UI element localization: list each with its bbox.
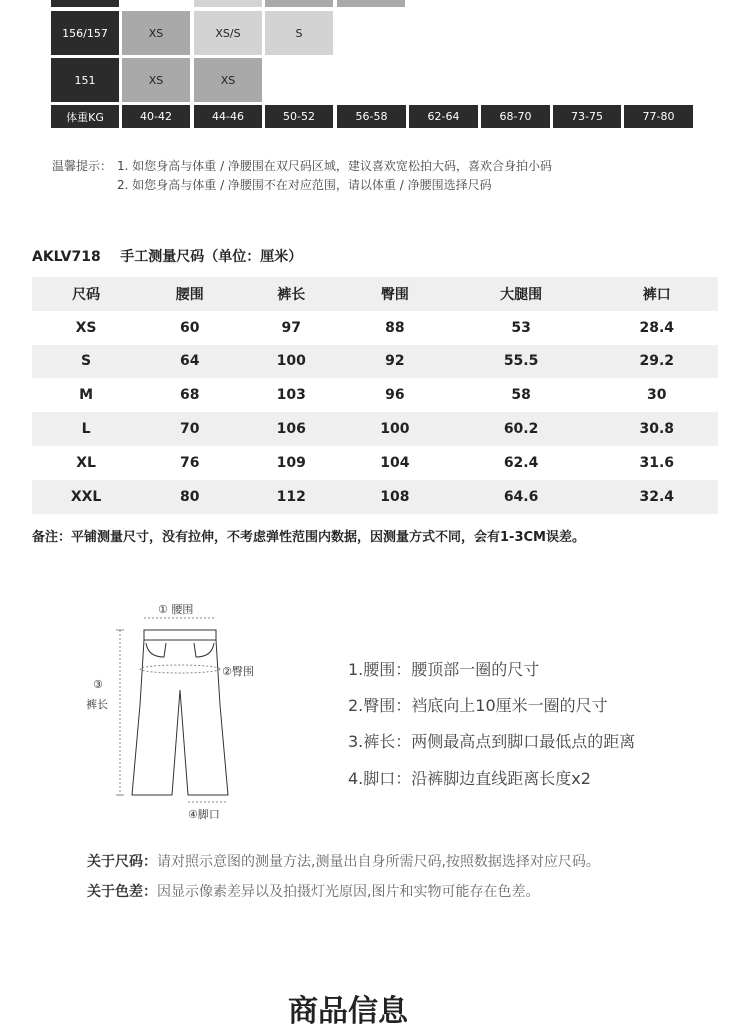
tips-prefix: 温馨提示： (52, 159, 113, 173)
header-length: 裤长 (277, 286, 306, 303)
weight-label: 体重KG (51, 105, 119, 128)
table-cell: 104 (380, 454, 410, 471)
grid-cell-top-partial (265, 0, 333, 7)
table-cell: 108 (380, 488, 410, 505)
table-cell: 64.6 (503, 488, 539, 505)
table-cell: 28.4 (639, 319, 675, 336)
size-cell: XS (122, 11, 190, 55)
measure-title: AKLV718 手工测量尺码（单位：厘米） (32, 249, 303, 265)
legend-label: 4.脚口： (348, 769, 412, 788)
table-cell: 100 (380, 421, 410, 438)
size-cell: S (265, 11, 333, 55)
table-cell: 76 (180, 454, 200, 471)
table-cell: 97 (281, 319, 301, 336)
weight-cell: 73-75 (553, 105, 621, 128)
legend-desc: 沿裤脚边直线距离长度x2 (411, 769, 591, 788)
weight-cell: 68-70 (481, 105, 550, 128)
table-cell: 100 (276, 353, 306, 370)
table-cell: 70 (180, 421, 200, 438)
table-cell: 60 (180, 319, 200, 336)
table-cell: 96 (385, 387, 405, 404)
table-cell: S (81, 353, 92, 370)
weight-cell: 50-52 (265, 105, 333, 128)
table-cell: XXL (70, 488, 102, 505)
weight-cell: 62-64 (409, 105, 478, 128)
header-waist: 腰围 (175, 286, 204, 303)
legend-item (348, 729, 635, 752)
size-cell: XS/S (194, 11, 262, 55)
table-cell: 88 (385, 319, 405, 336)
table-header-row (32, 277, 718, 311)
table-cell: 80 (180, 488, 200, 505)
table-cell: 31.6 (639, 454, 675, 471)
tips-line-1: 1. 如您身高与体重 / 净腰围在双尺码区域，建议喜欢宽松拍大码，喜欢合身拍小码 (117, 159, 552, 173)
table-row (32, 378, 718, 412)
about-color-text: 因显示像素差异以及拍摄灯光原因,图片和实物可能存在色差。 (157, 884, 540, 900)
legend-label: 1.腰围： (348, 660, 412, 679)
footer-title: 商品信息 (288, 994, 408, 1029)
table-cell: 103 (276, 387, 306, 404)
measure-note: 备注：平铺测量尺寸，没有拉伸，不考虑弹性范围内数据，因测量方式不同，会有1-3CM误差。 (32, 530, 585, 545)
pants-outline (132, 640, 228, 795)
table-cell: 29.2 (639, 353, 675, 370)
legend-desc: 裆底向上10厘米一圈的尺寸 (411, 696, 608, 715)
grid-cell-top-partial (337, 0, 405, 7)
table-row (32, 446, 718, 480)
table-cell: 112 (276, 488, 306, 505)
legend-item (348, 766, 591, 789)
table-cell: L (81, 421, 91, 438)
header-hem: 裤口 (642, 286, 671, 303)
measure-table (32, 277, 718, 514)
legend-item (348, 693, 608, 716)
size-cell: XS (122, 58, 190, 102)
about-color (87, 881, 539, 901)
legend-desc: 腰顶部一圈的尺寸 (411, 660, 540, 679)
header-thigh: 大腿围 (500, 286, 543, 303)
legend-label: 2.臀围： (348, 696, 412, 715)
table-row (32, 311, 718, 345)
diagram-length-num: ③ (93, 678, 103, 691)
table-cell: 30.8 (639, 421, 675, 438)
height-label: 151 (51, 58, 119, 102)
table-cell: 58 (511, 387, 531, 404)
table-cell: 32.4 (639, 488, 675, 505)
table-cell: 64 (180, 353, 200, 370)
table-cell: 106 (276, 421, 306, 438)
table-cell: M (79, 387, 94, 404)
table-row (32, 345, 718, 379)
height-label: 156/157 (51, 11, 119, 55)
weight-cell: 44-46 (194, 105, 262, 128)
diagram-hip-label: ②臀围 (222, 665, 254, 678)
table-row (32, 412, 718, 446)
table-cell: 68 (180, 387, 200, 404)
grid-cell-top-partial (194, 0, 262, 7)
table-cell: 60.2 (503, 421, 539, 438)
about-size-text: 请对照示意图的测量方法,测量出自身所需尺码,按照数据选择对应尺码。 (157, 854, 600, 870)
about-color-label: 关于色差： (87, 884, 157, 900)
table-cell: 92 (385, 353, 405, 370)
header-hip: 臀围 (380, 286, 409, 303)
table-cell: 109 (276, 454, 306, 471)
about-size (87, 851, 600, 871)
table-row (32, 480, 718, 514)
diagram-waist-label: ① 腰围 (158, 603, 194, 616)
legend-label: 3.裤长： (348, 732, 412, 751)
weight-cell: 40-42 (122, 105, 190, 128)
weight-cell: 77-80 (624, 105, 693, 128)
table-cell: 53 (511, 319, 531, 336)
size-cell: XS (194, 58, 262, 102)
diagram-length-label: 裤长 (86, 698, 108, 711)
grid-cell-top-partial (51, 0, 119, 7)
table-cell: 30 (647, 387, 667, 404)
tips-line-2: 2. 如您身高与体重 / 净腰围不在对应范围，请以体重 / 净腰围选择尺码 (117, 178, 492, 192)
waistband-shape (144, 630, 216, 640)
table-cell: XL (76, 454, 96, 471)
legend-item (348, 657, 539, 680)
table-cell: 55.5 (503, 353, 539, 370)
about-size-label: 关于尺码： (87, 854, 157, 870)
table-cell: 62.4 (503, 454, 539, 471)
legend-desc: 两侧最高点到脚口最低点的距离 (411, 732, 636, 751)
table-cell: XS (75, 319, 97, 336)
header-size: 尺码 (72, 286, 101, 303)
pants-diagram (80, 595, 280, 825)
diagram-hem-label: ④脚口 (188, 808, 220, 821)
weight-cell: 56-58 (337, 105, 406, 128)
